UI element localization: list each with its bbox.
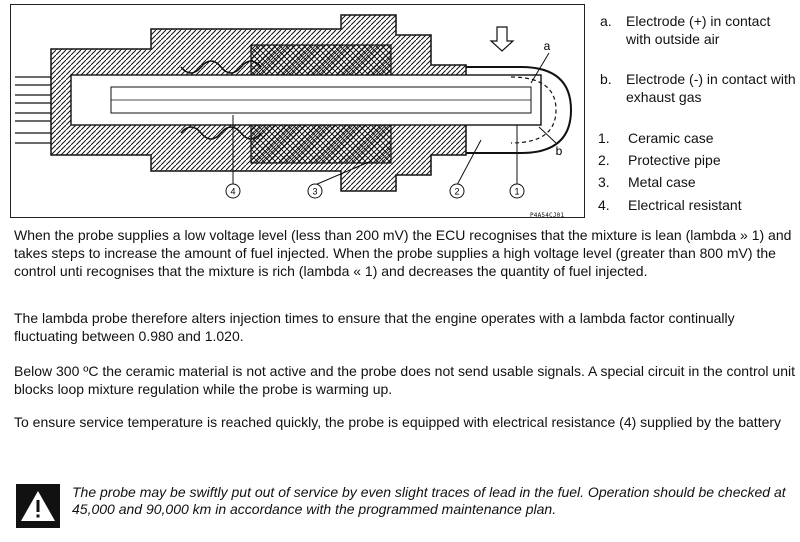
legend-text: Electrical resistant [628, 197, 742, 213]
connector-wires [15, 77, 51, 143]
lambda-probe-cross-section [11, 5, 586, 219]
legend-text: Electrode (-) in contact with exhaust gas [626, 71, 796, 105]
paragraph-voltage-levels: When the probe supplies a low voltage level (less than 200 mV) the ECU recognises that the mixture is lean (lambda » 1) and takes steps to increase the amount of fuel injected. When the probe supplies a high voltage level (greater than 800 mV) the control unti recognises that the mixture is rich (lambda « 1) and decreases the quantity of fuel injected. [14, 227, 792, 279]
callout-2-label: 2 [454, 186, 460, 197]
legend-key: b. [600, 71, 612, 87]
callout-1-label: 1 [514, 186, 520, 197]
paragraph-injection-times: The lambda probe therefore alters injection times to ensure that the engine operates with a lambda factor continually fluctuating between 0.980 and 1.020. [14, 310, 735, 344]
air-arrow-icon [491, 27, 513, 51]
legend-text: Protective pipe [628, 152, 721, 168]
legend-item-3 [598, 171, 696, 193]
callout-3-label: 3 [312, 186, 318, 197]
legend-key: 3. [598, 174, 610, 190]
lambda-probe-figure [10, 4, 585, 218]
warning-text: The probe may be swiftly put out of service by even slight traces of lead in the fuel. Operation should be checked at 45,000 and 90,000 km in accordance with the programmed maintenance plan. [72, 484, 786, 517]
callout-4-label: 4 [230, 186, 236, 197]
legend-key: a. [600, 13, 612, 29]
legend-key: 4. [598, 197, 610, 213]
legend-text: Metal case [628, 174, 696, 190]
paragraph-electrical-resistance: To ensure service temperature is reached quickly, the probe is equipped with electrical resistance (4) supplied by the battery [14, 414, 782, 430]
paragraph-ceramic-temperature: Below 300 ºC the ceramic material is not active and the probe does not send usable signals. A special circuit in the control unit blocks loop mixture regulation while the probe is warming up. [14, 363, 795, 397]
legend-text: Ceramic case [628, 130, 714, 146]
legend-key: 2. [598, 152, 610, 168]
legend-key: 1. [598, 130, 610, 146]
warning-triangle-icon [16, 484, 60, 528]
callout-a-label: a [543, 39, 551, 53]
legend-text: Electrode (+) in contact with outside air [626, 13, 771, 47]
figure-code: P4A54CJ01 [530, 212, 565, 219]
legend-item-1 [598, 127, 714, 149]
callout-b-label: b [555, 144, 563, 158]
legend-item-4 [598, 194, 742, 216]
legend-item-2 [598, 149, 721, 171]
